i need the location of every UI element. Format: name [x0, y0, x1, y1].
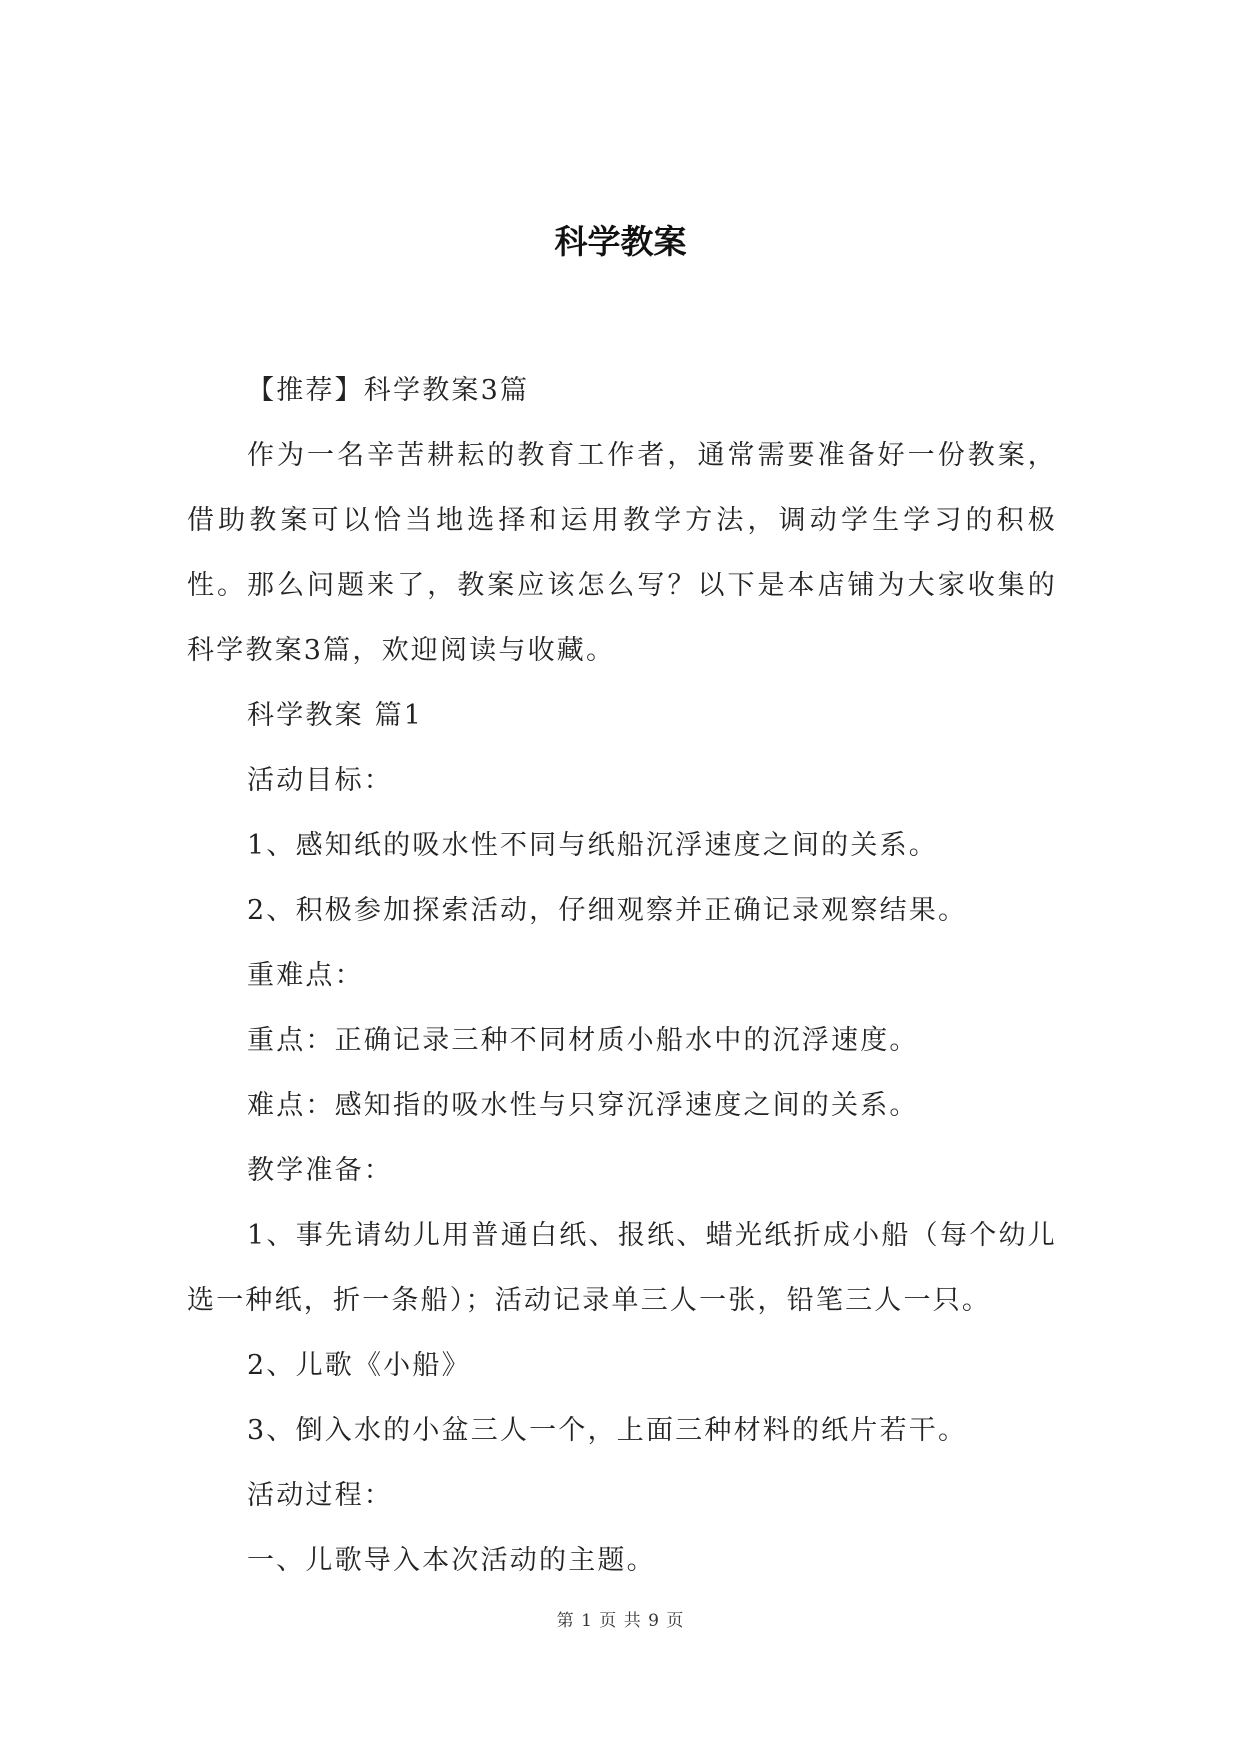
paragraph-process-1: 一、儿歌导入本次活动的主题。: [247, 1545, 656, 1576]
paragraph-heading: 【推荐】科学教案3篇: [247, 375, 530, 406]
paragraph-key-points-label: 重难点：: [247, 960, 364, 991]
paragraph-goal-2: 2、积极参加探索活动，仔细观察并正确记录观察结果。: [247, 895, 968, 926]
document-body: [187, 358, 1057, 1593]
paragraph-intro: 作为一名辛苦耕耘的教育工作者，通常需要准备好一份教案，借助教案可以恰当地选择和运用教学方法，调动学生学习的积极性。那么问题来了，教案应该怎么写？以下是本店铺为大家收集的科学教案3篇，欢迎阅读与收藏。: [187, 440, 1057, 666]
document-title: 科学教案: [554, 222, 687, 261]
paragraph-preparation-1: 1、事先请幼儿用普通白纸、报纸、蜡光纸折成小船（每个幼儿选一种纸，折一条船）；活动记录单三人一张，铅笔三人一只。: [187, 1220, 1057, 1316]
paragraph-goals-label: 活动目标：: [247, 765, 393, 796]
page-footer: 第 1 页 共 9 页: [556, 1611, 685, 1631]
paragraph-preparation-3: 3、倒入水的小盆三人一个，上面三种材料的纸片若干。: [247, 1415, 968, 1446]
paragraph-process-label: 活动过程：: [247, 1480, 393, 1511]
paragraph-preparation-2: 2、儿歌《小船》: [247, 1350, 471, 1381]
paragraph-goal-1: 1、感知纸的吸水性不同与纸船沉浮速度之间的关系。: [247, 830, 938, 861]
paragraph-difficult-point: 难点：感知指的吸水性与只穿沉浮速度之间的关系。: [247, 1090, 919, 1121]
paragraph-section-title: 科学教案 篇1: [247, 700, 424, 731]
paragraph-preparation-label: 教学准备：: [247, 1155, 393, 1186]
paragraph-key-point: 重点：正确记录三种不同材质小船水中的沉浮速度。: [247, 1025, 919, 1056]
